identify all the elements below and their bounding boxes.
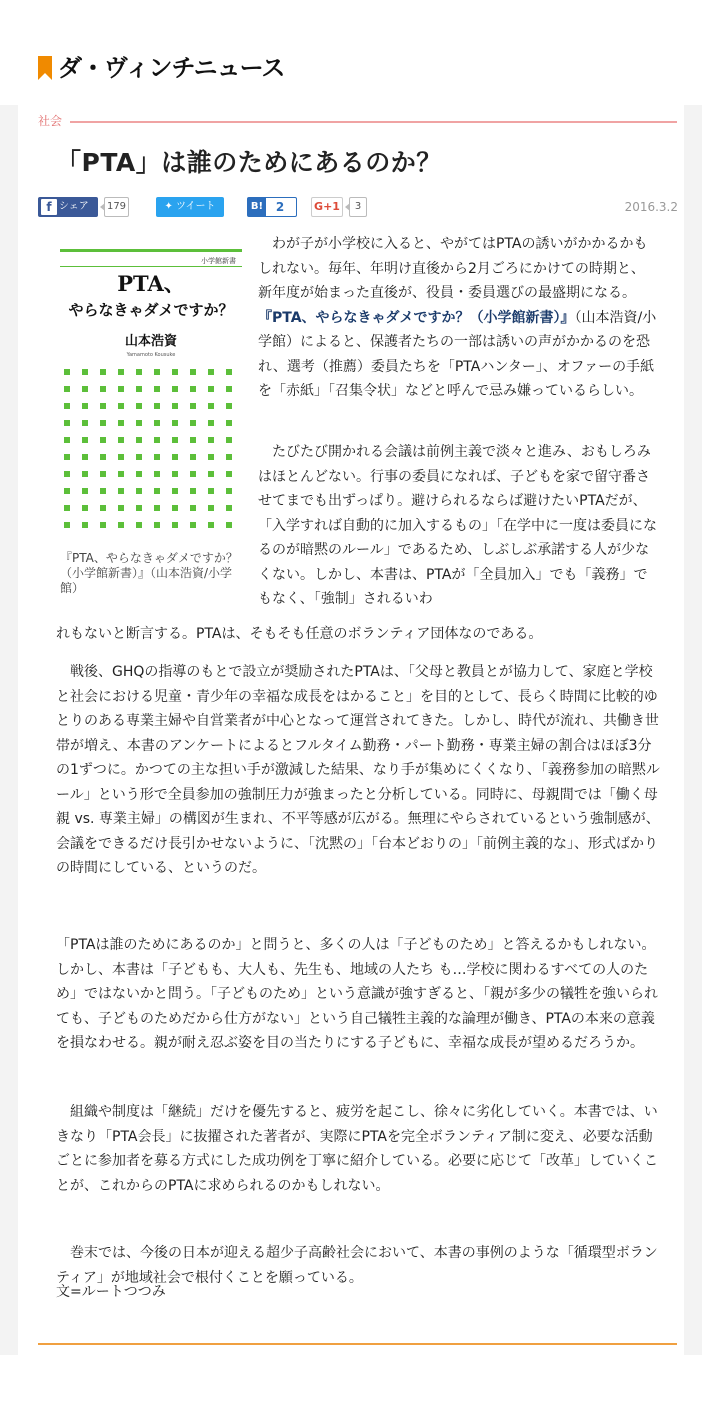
hatena-count: 2 [275, 200, 285, 214]
cover-dot [226, 522, 232, 528]
cover-dot [100, 369, 106, 375]
cover-dot [82, 454, 88, 460]
book-link[interactable]: 『PTA、やらなきゃダメですか？（小学館新書）』 [258, 309, 575, 326]
cover-dot [118, 471, 124, 477]
book-title-line1: PTA、 [117, 271, 185, 296]
cover-dot [172, 471, 178, 477]
cover-dot [154, 369, 160, 375]
publish-date: 2016.3.2 [624, 200, 678, 214]
cover-dot [136, 386, 142, 392]
cover-dot [100, 454, 106, 460]
cover-dot [136, 369, 142, 375]
cover-dot [190, 386, 196, 392]
cover-dot [82, 437, 88, 443]
cover-dot [172, 437, 178, 443]
cover-dot [136, 454, 142, 460]
cover-dot [136, 488, 142, 494]
cover-dot [118, 369, 124, 375]
cover-dot [118, 454, 124, 460]
logo-flag-icon [38, 56, 52, 80]
cover-dot [82, 505, 88, 511]
cover-dot [226, 420, 232, 426]
cover-dot [172, 505, 178, 511]
paragraph-1 [258, 232, 658, 404]
cover-dot [118, 386, 124, 392]
cover-dot [226, 369, 232, 375]
cover-dot [208, 522, 214, 528]
cover-dot [226, 471, 232, 477]
cover-dot [190, 437, 196, 443]
cover-dot [154, 403, 160, 409]
cover-dot [118, 488, 124, 494]
cover-dot [190, 488, 196, 494]
twitter-tweet-button[interactable] [156, 197, 224, 217]
cover-dot [172, 420, 178, 426]
cover-dot [136, 505, 142, 511]
hatena-icon: B! [248, 198, 266, 216]
cover-dot [136, 522, 142, 528]
cover-dot [208, 369, 214, 375]
book-author-romaji: Yamamoto Kousuke [126, 352, 176, 358]
cover-dot [172, 403, 178, 409]
cover-dot [172, 522, 178, 528]
twitter-bird-icon: ✦ [164, 201, 177, 212]
hatena-bookmark-button[interactable] [247, 197, 297, 217]
paragraph-2-continued: れもないと断言する。PTAは、そもそも任意のボランティア団体なのである。 [56, 626, 543, 642]
right-gutter [684, 105, 702, 1355]
cover-dot [154, 488, 160, 494]
cover-dot [64, 420, 70, 426]
cover-dot [190, 471, 196, 477]
cover-dot [64, 505, 70, 511]
cover-dot [226, 505, 232, 511]
paragraph-1-intro: わが子が小学校に入ると、やがてはPTAの誘いがかかるかもしれない。毎年、年明け直後から2月ごろにかけての時期と、新年度が始まった直後が、役員・委員選びの最盛期になる。 [258, 236, 648, 301]
cover-dot [226, 437, 232, 443]
cover-dot [154, 522, 160, 528]
paragraph-4: 「PTAは誰のためにあるのか」と問うと、多くの人は「子どものため」と答えるかもしれない。しかし、本書は「子どもも、大人も、先生も、地域の人たち も…学校に関わるすべての人のため」ではないかと問う。「子どものため」という意識が強すぎると、「親が多少の犠牲を強いられても、子どものためだから仕方がない」という自己犠牲主義的な論理が働き、PTAの本来の意義を損なわせる。親が耐え忍ぶ姿を目の当たりにする子どもに、幸福な成長が望めるだろうか。 [56, 937, 658, 1051]
cover-dot [172, 488, 178, 494]
cover-dot [136, 437, 142, 443]
cover-dot [226, 386, 232, 392]
cover-dot [208, 488, 214, 494]
cover-dot [190, 522, 196, 528]
logo-text: ダ・ヴィンチニュース [58, 54, 285, 82]
cover-dot [64, 522, 70, 528]
cover-dot [208, 386, 214, 392]
cover-dot [82, 386, 88, 392]
cover-dot [226, 454, 232, 460]
cover-dot [100, 420, 106, 426]
cover-dot [226, 488, 232, 494]
cover-dot [100, 471, 106, 477]
cover-dot [208, 505, 214, 511]
book-cover-image [60, 249, 242, 545]
article-title: 「PTA」は誰のためにあるのか？ [56, 148, 442, 177]
cover-dot [118, 437, 124, 443]
cover-dot [190, 505, 196, 511]
paragraph-6: 巻末では、今後の日本が迎える超少子高齢社会において、本書の事例のような「循環型ボランティア」が地域社会で根付くことを願っている。 [56, 1245, 658, 1286]
cover-dot [172, 386, 178, 392]
cover-dot [82, 420, 88, 426]
cover-dot [82, 522, 88, 528]
cover-dot [82, 403, 88, 409]
cover-dot [118, 505, 124, 511]
tweet-label: ツイート [176, 201, 216, 212]
cover-dot [208, 454, 214, 460]
cover-dot [100, 437, 106, 443]
cover-dot [154, 454, 160, 460]
cover-dot [100, 505, 106, 511]
cover-dot [136, 403, 142, 409]
cover-dot [154, 386, 160, 392]
google-plus-button[interactable]: G+1 [311, 197, 343, 217]
cover-dot [172, 369, 178, 375]
book-series: 小学館新書 [201, 257, 236, 265]
cover-dot [208, 471, 214, 477]
facebook-icon: f [41, 199, 57, 215]
cover-dot [118, 403, 124, 409]
share-bar [38, 197, 678, 219]
cover-dot [154, 437, 160, 443]
cover-dot [118, 420, 124, 426]
cover-dot [154, 471, 160, 477]
facebook-share-button[interactable] [38, 197, 98, 217]
facebook-share-count: 179 [104, 197, 129, 217]
category-divider [70, 121, 677, 123]
cover-dot [208, 437, 214, 443]
cover-dot [100, 386, 106, 392]
cover-dot [208, 403, 214, 409]
cover-dot [64, 454, 70, 460]
cover-dot [190, 403, 196, 409]
cover-dot [82, 488, 88, 494]
facebook-share-label: シェア [59, 201, 89, 212]
book-author: 山本浩資 [124, 334, 178, 349]
cover-dot [64, 369, 70, 375]
paragraph-1-rest: （山本浩資/小学館）によると、保護者たちの一部は誘いの声がかかるのを恐れ、選考（推薦）委員たちを「PTAハンター」、オファーの手紙を「赤紙」「召集令状」などと呼んで忌み嫌っているらしい。 [258, 309, 657, 399]
book-caption: 『PTA、やらなきゃダメですか？（小学館新書）』（山本浩資/小学館） [60, 551, 238, 595]
cover-dot [118, 522, 124, 528]
cover-dot [136, 420, 142, 426]
cover-dot [100, 403, 106, 409]
cover-dot [64, 471, 70, 477]
cover-dot [100, 488, 106, 494]
cover-dot [82, 369, 88, 375]
site-header [0, 0, 702, 105]
cover-dot [190, 369, 196, 375]
cover-dot [82, 471, 88, 477]
bottom-divider [38, 1343, 677, 1345]
cover-dot [226, 403, 232, 409]
cover-dot [190, 454, 196, 460]
paragraph-5: 組織や制度は「継続」だけを優先すると、疲労を起こし、徐々に劣化していく。本書では、いきなり「PTA会長」に抜擢された著者が、実際にPTAを完全ボランティア制に変え、必要な活動ごとに参加者を募る方式にした成功例を丁寧に紹介している。必要に応じて「改革」していくことが、これからのPTAに求められるのかもしれない。 [56, 1104, 658, 1194]
site-logo-link[interactable] [38, 54, 284, 82]
book-title-line2: やらなきゃダメですか？ [68, 301, 234, 319]
cover-dot [64, 437, 70, 443]
cover-dot [64, 386, 70, 392]
author-credit: 文=ルートつつみ [56, 1284, 166, 1300]
cover-dot [172, 454, 178, 460]
cover-dot [154, 420, 160, 426]
cover-dot [190, 420, 196, 426]
cover-dot [208, 420, 214, 426]
cover-dot [100, 522, 106, 528]
left-gutter [0, 105, 18, 1355]
paragraph-2: たびたび開かれる会議は前例主義で淡々と進み、おもしろみはほとんどない。行事の委員になれば、子どもを家で留守番させてまでも出ずっぱり。避けられるならば避けたいPTAだが、「入学すれば自動的に加入するもの」「在学中に一度は委員になるのが暗黙のルール」であるため、しぶしぶ承諾する人が少なくない。しかし、本書は、PTAが「全員加入」でも「義務」でもなく、「強制」されるいわ [258, 444, 657, 607]
cover-dot [136, 471, 142, 477]
cover-dot [154, 505, 160, 511]
paragraph-3: 戦後、GHQの指導のもとで設立が奨励されたPTAは、「父母と教員とが協力して、家庭と学校と社会における児童・青少年の幸福な成長をはかること」を目的として、長らく時間に比較的ゆとりのある専業主婦や自営業者が中心となって運営されてきた。しかし、時代が流れ、共働き世帯が増え、本書のアンケートによるとフルタイム勤務・パート勤務・専業主婦の割合はほぼ3分の1ずつに。かつての主な担い手が激減した結果、なり手が集めにくくなり、「義務参加の暗黙ルール」という形で全員参加の強制圧力が強まったと分析している。同時に、母親間では「働く母親 vs. 専業主婦」の構図が生まれ、不平等感が広がる。無理にやらされているという強制感が、会議をできるだけ長引かせないように、「沈黙の」「台本どおりの」「前例主義的な」、形式ばかりの時間にしている、というのだ。 [56, 664, 660, 876]
google-plus-count: 3 [349, 197, 367, 217]
cover-dot [64, 488, 70, 494]
cover-dot [64, 403, 70, 409]
category-label[interactable]: 社会 [38, 114, 63, 128]
